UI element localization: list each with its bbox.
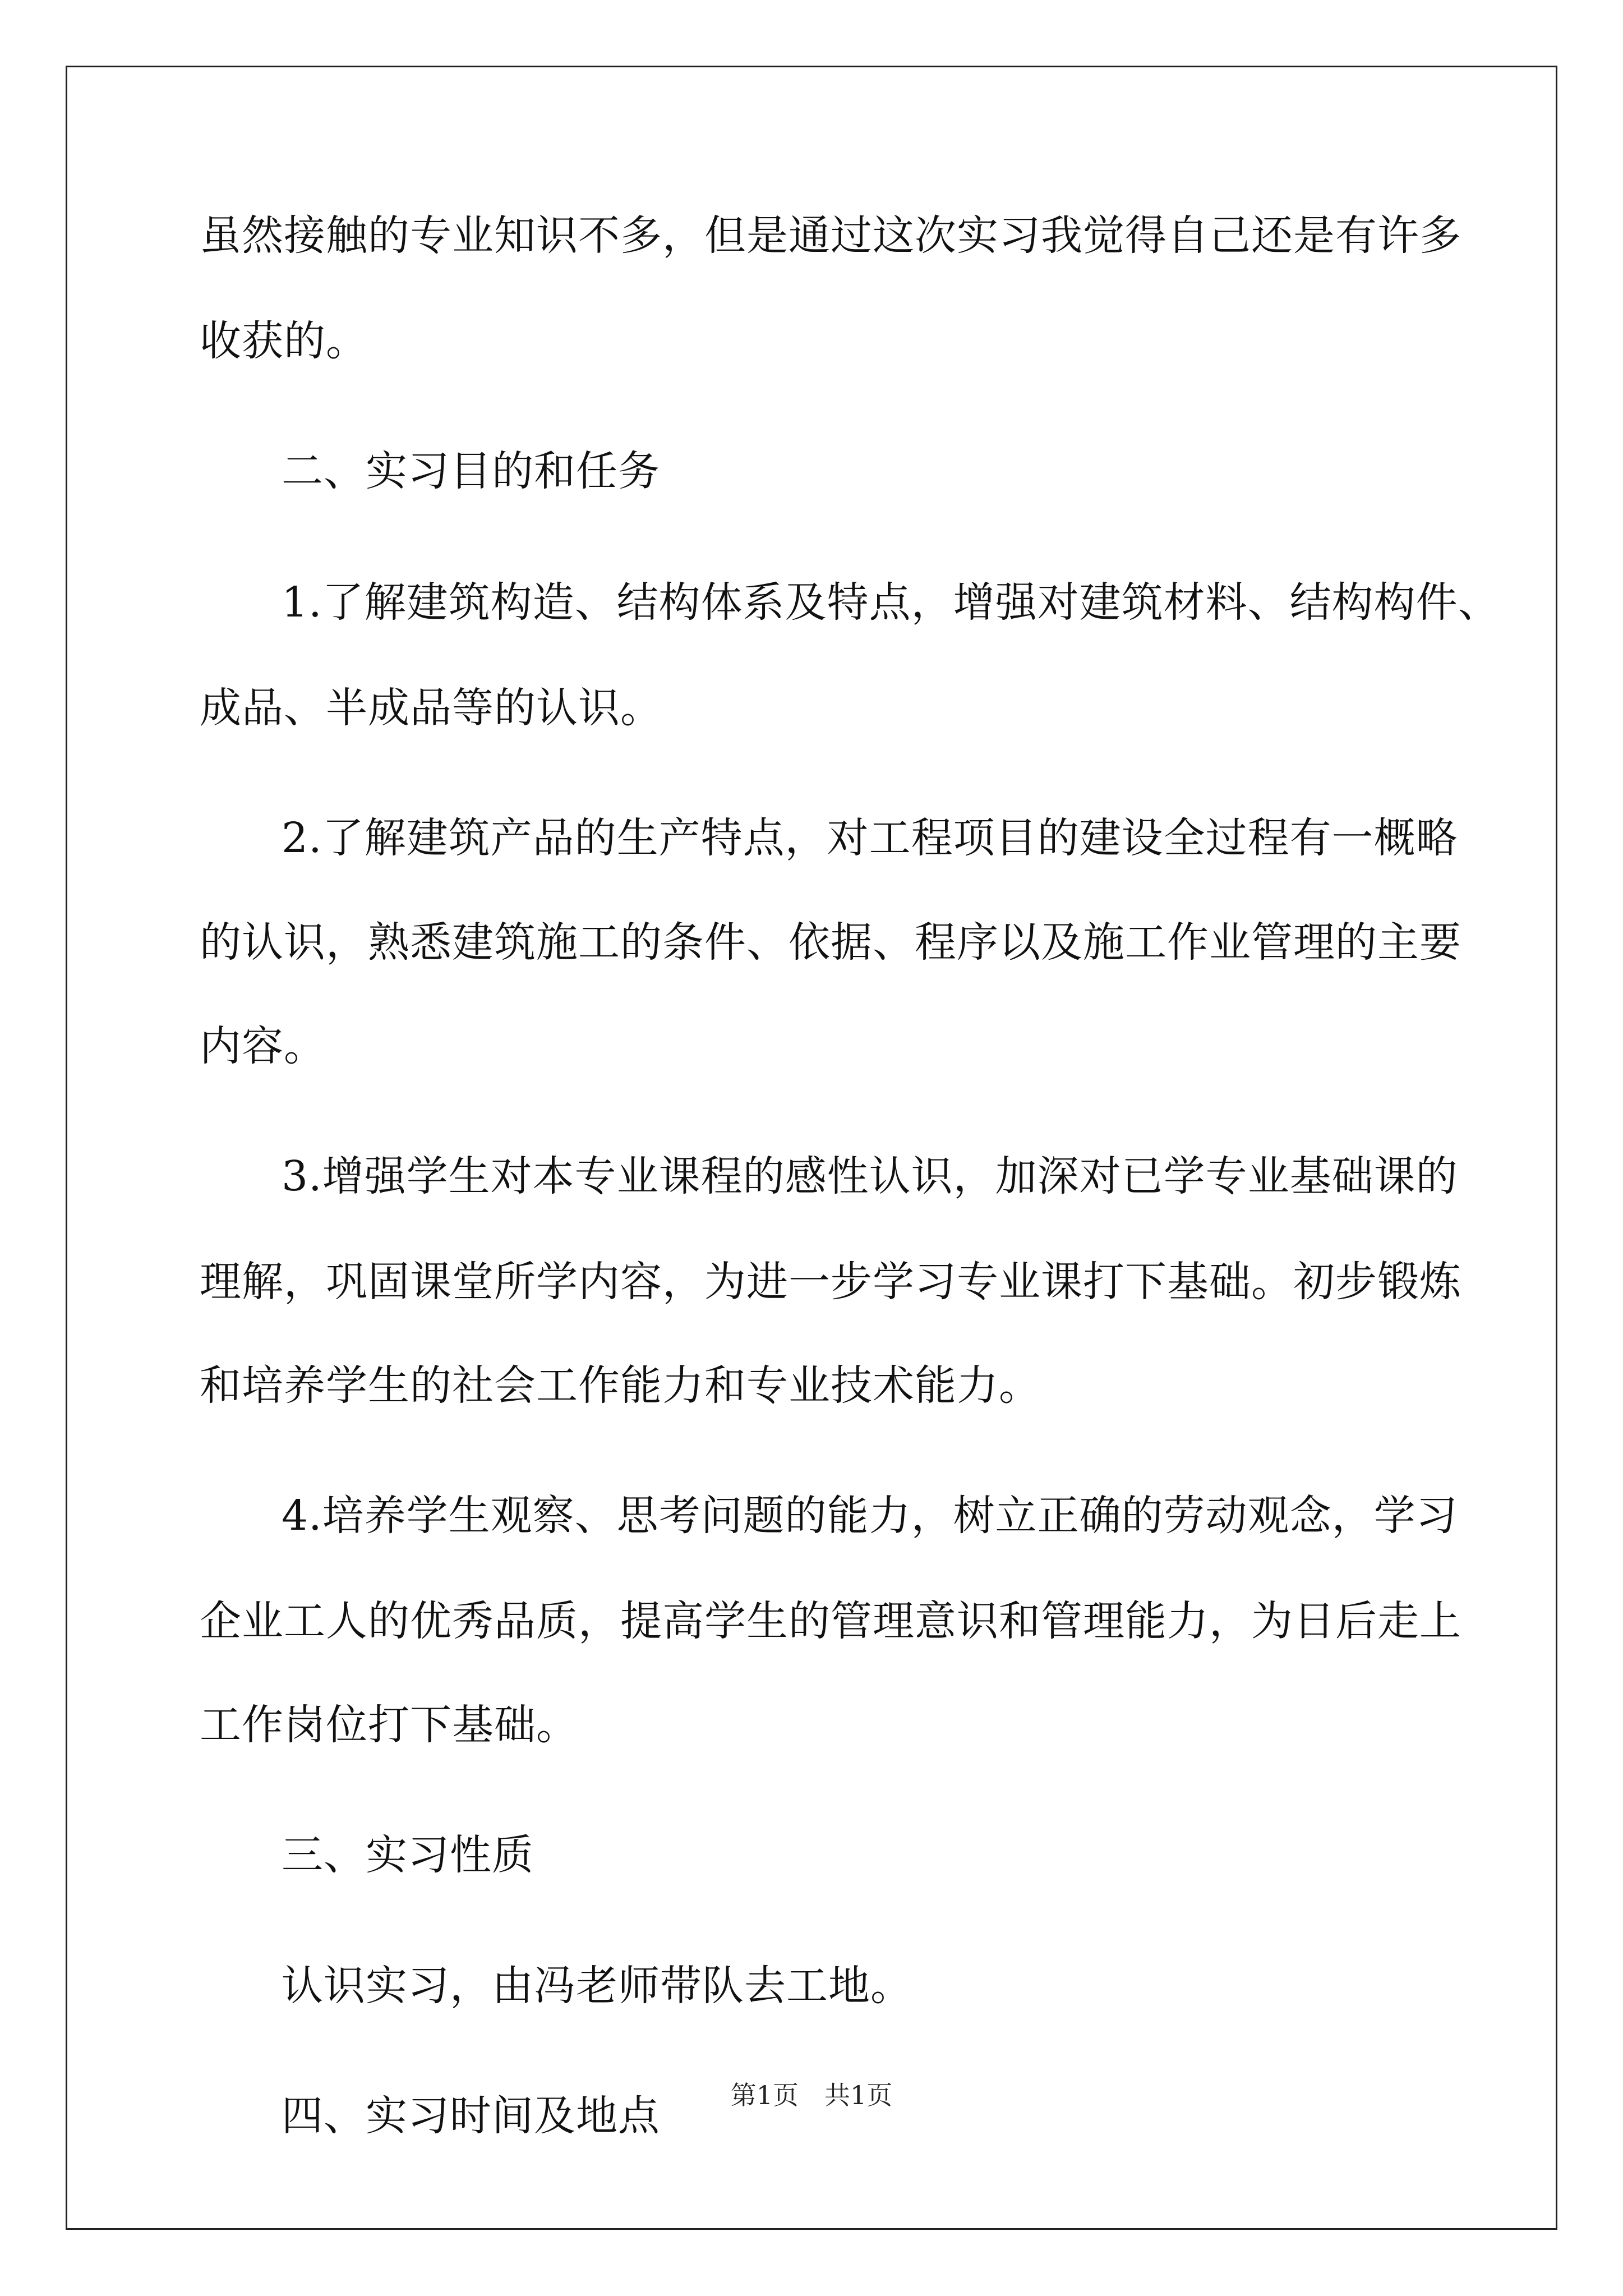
text-line: 工作岗位打下基础。 bbox=[200, 1701, 578, 1749]
section-heading: 二、实习目的和任务 bbox=[282, 447, 660, 495]
text-line: 内容。 bbox=[200, 1022, 326, 1070]
page-number: 第1页 共1页 bbox=[730, 2080, 893, 2110]
section-heading: 三、实习性质 bbox=[282, 1831, 534, 1879]
text-line: 虽然接触的专业知识不多，但是通过这次实习我觉得自己还是有许多 bbox=[200, 211, 1461, 260]
section-heading: 四、实习时间及地点 bbox=[282, 2092, 660, 2140]
text-line: 企业工人的优秀品质，提高学生的管理意识和管理能力，为日后走上 bbox=[200, 1597, 1461, 1645]
text-line: 和培养学生的社会工作能力和专业技术能力。 bbox=[200, 1361, 1041, 1410]
list-item: 4.培养学生观察、思考问题的能力，树立正确的劳动观念，学习 bbox=[282, 1492, 1458, 1540]
list-item: 3.增强学生对本专业课程的感性认识，加深对已学专业基础课的 bbox=[282, 1152, 1458, 1200]
text-line: 理解，巩固课堂所学内容，为进一步学习专业课打下基础。初步锻炼 bbox=[200, 1258, 1461, 1306]
text-line: 收获的。 bbox=[200, 317, 368, 365]
text-line: 认识实习，由冯老师带队去工地。 bbox=[282, 1962, 912, 2010]
text-line: 成品、半成品等的认识。 bbox=[200, 684, 662, 732]
text-line: 的认识，熟悉建筑施工的条件、依据、程序以及施工作业管理的主要 bbox=[200, 918, 1461, 967]
list-item: 2.了解建筑产品的生产特点，对工程项目的建设全过程有一概略 bbox=[282, 814, 1458, 862]
list-item: 1.了解建筑构造、结构体系及特点，增强对建筑材料、结构构件、 bbox=[282, 578, 1500, 627]
page-border bbox=[66, 66, 1557, 2230]
